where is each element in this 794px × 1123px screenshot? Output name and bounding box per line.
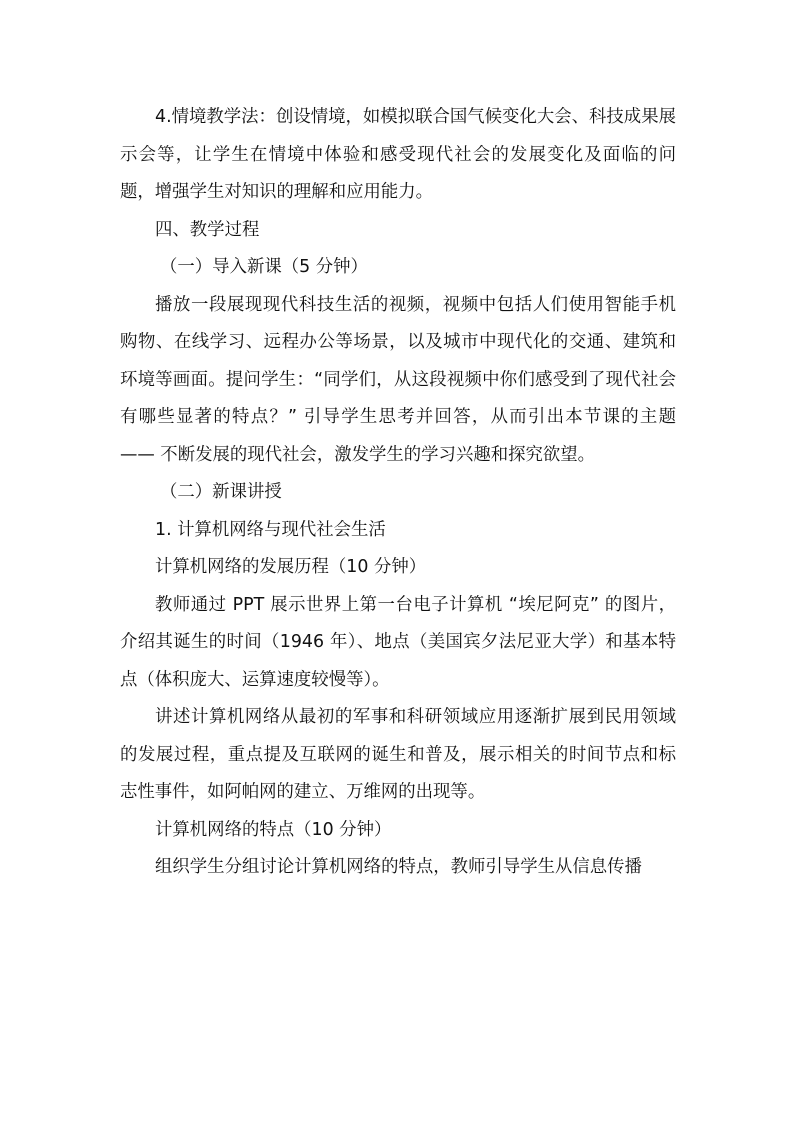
document-body [120,99,676,887]
topic-heading-computer-network: 1. 计算机网络与现代社会生活 [155,519,386,540]
paragraph-group-discussion: 组织学生分组讨论计算机网络的特点，教师引导学生从信息传播 [155,857,642,877]
subsection-heading-introduction: （一）导入新课（5 分钟） [160,257,368,277]
section-heading-teaching-process: 四、教学过程 [155,219,260,240]
topic-heading-network-history: 计算机网络的发展历程（10 分钟） [155,557,427,577]
paragraph-network-development: 讲述计算机网络从最初的军事和科研领域应用逐渐扩展到民用领域的发展过程，重点提及互联网的诞生和普及，展示相关的时间节点和标志性事件，如阿帕网的建立、万维网的出现等。 [120,707,676,802]
topic-heading-network-features: 计算机网络的特点（10 分钟） [155,819,392,840]
paragraph-eniac: 教师通过 PPT 展示世界上第一台电子计算机 “埃尼阿克” 的图片，介绍其诞生的时间（1946 年）、地点（美国宾夕法尼亚大学）和基本特点（体积庞大、运算速度较慢等）。 [120,594,676,690]
paragraph-teaching-method-4: 4.情境教学法：创设情境，如模拟联合国气候变化大会、科技成果展示会等，让学生在情境中体验和感受现代社会的发展变化及面临的问题，增强学生对知识的理解和应用能力。 [120,107,676,202]
paragraph-introduction-video: 播放一段展现现代科技生活的视频，视频中包括人们使用智能手机购物、在线学习、远程办公等场景，以及城市中现代化的交通、建筑和环境等画面。提问学生：“同学们，从这段视频中你们感受到了现代社会有哪些显著的特点？” 引导学生思考并回答，从而引出本节课的主题 —— 不断发展的现代社会，激发学生的学习兴趣和探究欲望。 [120,294,676,465]
subsection-heading-new-lesson: （二）新课讲授 [160,482,282,502]
